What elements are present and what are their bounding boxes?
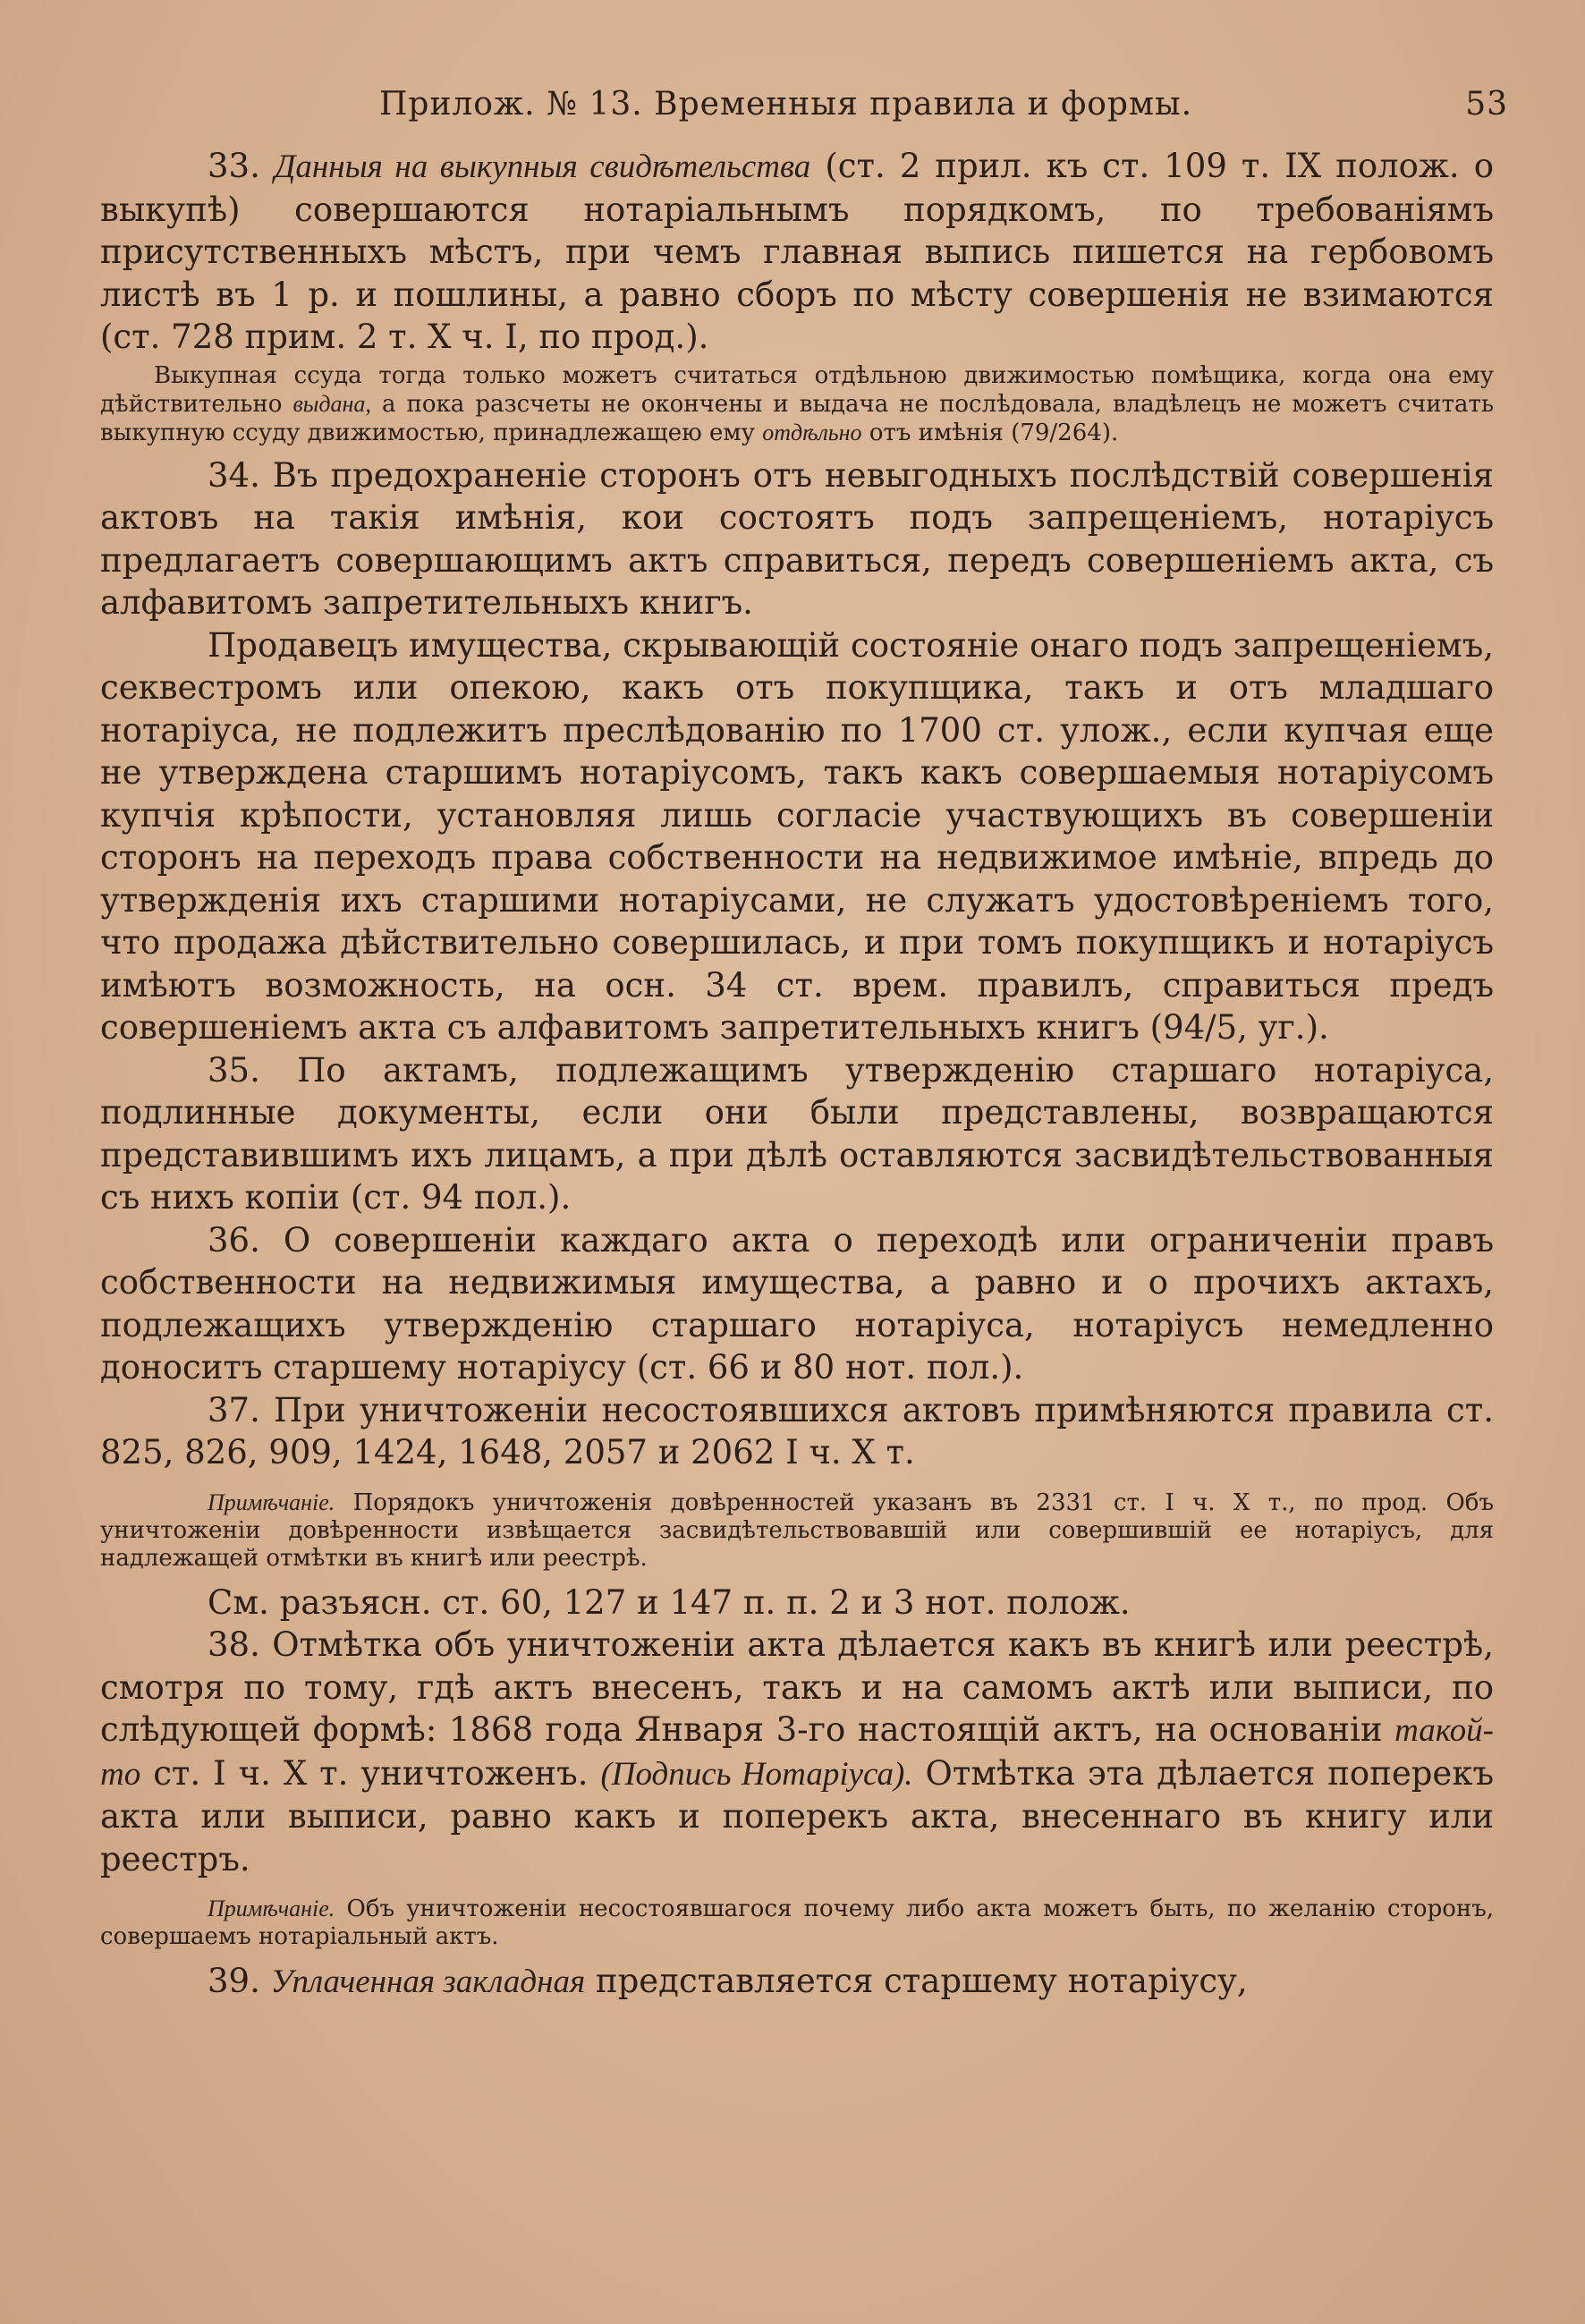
note-33-italic-2: отдѣльно	[762, 419, 862, 445]
note-37-text: Порядокъ уничтоженія довѣренностей указанъ въ 2331 ст. I ч. X т., по прод. Объ уничтоженіи довѣренности извѣщается засвидѣтельствовавшій или совершившій ее нотаріусъ, для надлежащей отмѣтки въ книгѣ или реестрѣ.	[100, 1489, 1495, 1572]
see-reference: См. разъясн. ст. 60, 127 и 147 п. п. 2 и 3 нот. полож.	[208, 1582, 1131, 1622]
article-34: 34. Въ предохраненіе сторонъ отъ невыгодныхъ послѣдствій совершенія актовъ на такія имѣнія, кои состоятъ подъ запрещеніемъ, нотаріусъ предлагаетъ совершающимъ актъ справиться, передъ совершеніемъ акта, съ алфавитомъ запретительныхъ книгъ.	[100, 455, 1494, 622]
article-38-text-a: 38. Отмѣтка объ уничтоженіи акта дѣлается какъ въ книгѣ или реестрѣ, смотря по тому, гдѣ актъ внесенъ, такъ и на самомъ актѣ или выписи, по слѣдующей формѣ: 1868 года Января 3-го настоящій актъ, на основаніи	[100, 1625, 1494, 1749]
note-33-text-b: а пока разсчеты не окончены и выдача не послѣдовала, владѣлецъ не можетъ считать выкупную ссуду движимостью, принадлежащею ему	[100, 390, 1495, 446]
note-33	[100, 362, 1494, 447]
article-39-italic: Уплаченная закладная	[270, 1964, 586, 2000]
article-38	[100, 1624, 1494, 1880]
note-38	[100, 1895, 1494, 1951]
header-title: Прилож. № 13. Временныя правила и формы.	[379, 86, 1193, 123]
article-38-text-c: Отмѣтка эта дѣлается поперекъ акта или выписи, равно какъ и поперекъ акта, внесеннаго въ книгу или реестръ.	[100, 1753, 1494, 1879]
book-page	[100, 73, 1508, 2004]
note-33-text-c: отъ имѣнія (79/264).	[869, 419, 1119, 446]
note-38-text: Объ уничтоженіи несостоявшагося почему либо акта можетъ быть, по желанію сторонъ, совершаемъ нотаріальный актъ.	[100, 1896, 1495, 1950]
page-body	[100, 145, 1494, 2004]
article-36: 36. О совершеніи каждаго акта о переходѣ или ограниченіи правъ собственности на недвижимыя имущества, а равно и о прочихъ актахъ, подлежащихъ утвержденію старшаго нотаріуса, нотаріусъ немедленно доноситъ старшему нотаріусу (ст. 66 и 80 нот. пол.).	[100, 1220, 1494, 1387]
article-39-text: представляется старшему нотаріусу,	[595, 1962, 1248, 2000]
article-38-italic-1: такой-то	[100, 1712, 1494, 1793]
article-33-italic: Данныя на выкупныя свидѣтельства	[274, 148, 811, 185]
article-38-italic-2: (Подпись Нотаріуса).	[600, 1755, 913, 1793]
note-33-text-a: Выкупная ссуда тогда только можетъ считаться отдѣльною движимостью помѣщика, когда она ему дѣйствительно	[100, 361, 1494, 418]
article-33	[100, 145, 1494, 359]
article-38-text-b: ст. I ч. X т. уничтоженъ.	[153, 1753, 589, 1793]
note-37-label: Примѣчаніе.	[208, 1489, 335, 1515]
note-38-label: Примѣчаніе.	[208, 1896, 335, 1921]
article-39	[100, 1960, 1494, 2004]
note-33-italic-1: выдана,	[292, 390, 371, 417]
article-35: 35. По актамъ, подлежащимъ утвержденію старшаго нотаріуса, подлинные документы, если они были представлены, возвращаются представившимъ ихъ лицамъ, а при дѣлѣ оставляются засвидѣтельствованныя съ нихъ копіи (ст. 94 пол.).	[100, 1050, 1494, 1217]
page-number: 53	[1465, 86, 1508, 123]
article-39-number: 39.	[208, 1962, 260, 2000]
note-37	[100, 1489, 1494, 1573]
article-33-text: (ст. 2 прил. къ ст. 109 т. IX полож. о выкупѣ) совершаются нотаріальнымъ порядкомъ, по требованіямъ присутственныхъ мѣстъ, при чемъ главная выпись пишется на гербовомъ листѣ въ 1 р. и пошлины, а равно сборъ по мѣсту совершенія не взимаются (ст. 728 прим. 2 т. X ч. I, по прод.).	[100, 147, 1494, 356]
article-37: 37. При уничтоженіи несостоявшихся актовъ примѣняются правила ст. 825, 826, 909, 1424, 1648, 2057 и 2062 I ч. X т.	[100, 1390, 1494, 1472]
article-33-number: 33.	[208, 147, 260, 185]
article-34-commentary: Продавецъ имущества, скрывающій состояніе онаго подъ запрещеніемъ, секвестромъ или опекою, какъ отъ покупщика, такъ и отъ младшаго нотаріуса, не подлежитъ преслѣдованію по 1700 ст. улож., если купчая еще не утверждена старшимъ нотаріусомъ, такъ какъ совершаемыя нотаріусомъ купчія крѣпости, установляя лишь согласіе участвующихъ въ совершеніи сторонъ на переходъ права собственности на недвижимое имѣніе, впредь до утвержденія ихъ старшими нотаріусами, не служатъ удостовѣреніемъ того, что продажа дѣйствительно совершилась, и при томъ покупщикъ и нотаріусъ имѣютъ возможность, на осн. 34 ст. врем. правилъ, справиться предъ совершеніемъ акта съ алфавитомъ запретительныхъ книгъ (94/5, уг.).	[100, 625, 1494, 1047]
running-header	[100, 73, 1508, 145]
